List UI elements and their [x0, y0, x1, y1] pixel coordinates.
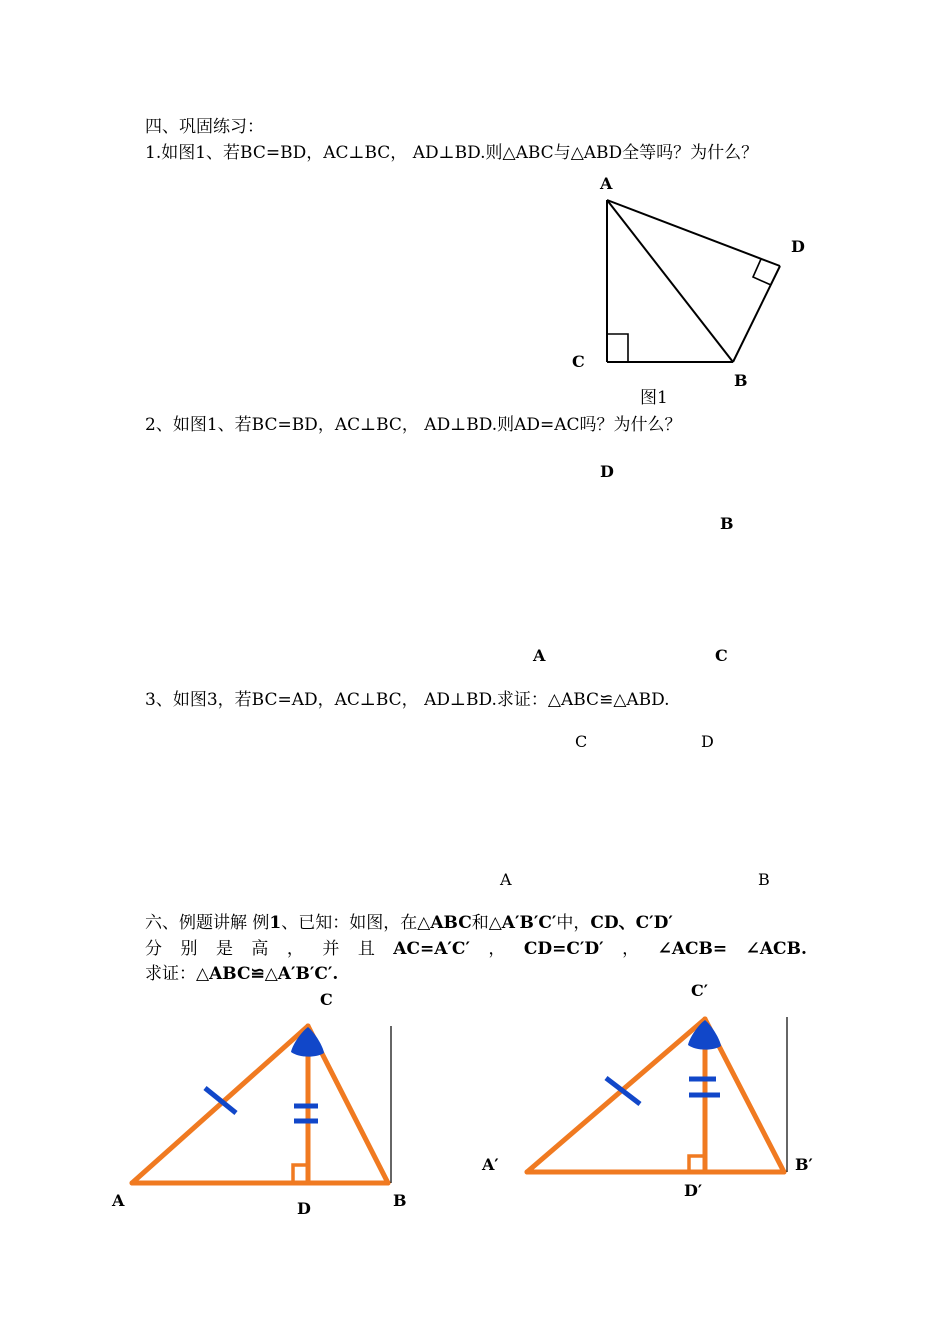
- triangle-abc: △ABC: [417, 913, 472, 933]
- section6-prefix: 六、例题讲解 例: [145, 913, 270, 933]
- section6-line2-word: CD=C′D′: [523, 939, 604, 959]
- fig3-label-a: A: [500, 870, 512, 889]
- section6-line2-word: 并: [322, 939, 340, 959]
- section6-given: 、已知：如图，在: [281, 913, 418, 933]
- example-number: 1: [269, 913, 282, 933]
- section6-line2-word: ∠ACB=: [657, 939, 728, 959]
- fig4-label-b: B: [393, 1191, 407, 1210]
- figure-5-triangle: [527, 1017, 787, 1172]
- question-1: 1.如图1、若BC=BD，AC⊥BC， AD⊥BD.则△ABC与△ABD全等吗？为什么？: [145, 143, 759, 163]
- section6-line2-word: 是: [215, 939, 233, 959]
- fig4-angle-mark-c: [291, 1027, 324, 1057]
- fig3-label-b: B: [758, 870, 770, 889]
- fig4-side-ac: [132, 1026, 308, 1183]
- fig2-label-d: D: [600, 462, 614, 481]
- prove-claim: △ABC≌△A′B′C′.: [196, 964, 339, 984]
- section6-line2-word: 别: [180, 939, 198, 959]
- section4-heading: 四、巩固练习：: [145, 117, 264, 137]
- fig1-label-a: A: [600, 174, 613, 193]
- triangle-abc-prime: △A′B′C′: [488, 913, 557, 933]
- prove-prefix: 求证：: [145, 964, 196, 984]
- section6-line2-word: ∠ACB.: [745, 939, 807, 959]
- section6-line2-word: ，: [488, 939, 506, 959]
- fig5-angle-mark-c: [688, 1020, 721, 1050]
- fig1-label-b: B: [734, 371, 748, 390]
- word-zhong: 中，: [556, 913, 591, 933]
- fig5-label-b: B′: [795, 1155, 813, 1174]
- altitudes-cd: CD、C′D′: [590, 913, 673, 933]
- section6-line2-word: 且: [357, 939, 375, 959]
- fig4-label-c: C: [320, 990, 333, 1009]
- question-2: 2、如图1、若BC=BD，AC⊥BC， AD⊥BD.则AD=AC吗？为什么？: [145, 415, 682, 435]
- section6-line2-word: 分: [145, 939, 162, 959]
- fig1-label-d: D: [791, 237, 805, 256]
- fig3-label-c: C: [575, 732, 588, 751]
- fig4-label-a: A: [112, 1191, 125, 1210]
- conjunction-and: 和: [471, 913, 489, 933]
- fig1-caption: 图1: [640, 388, 668, 408]
- figure-4-triangle: [132, 1026, 391, 1183]
- section6-line2-word: ，: [622, 939, 640, 959]
- fig4-label-d: D: [297, 1199, 311, 1218]
- section6-line2-word: ，: [286, 939, 304, 959]
- section6-line2-word: 高: [251, 939, 269, 959]
- fig2-label-b: B: [720, 514, 734, 533]
- fig2-label-c: C: [715, 646, 728, 665]
- question-3: 3、如图3，若BC=AD，AC⊥BC， AD⊥BD.求证：△ABC≌△ABD.: [145, 690, 670, 710]
- fig5-label-a: A′: [482, 1155, 499, 1174]
- fig2-label-a: A: [533, 646, 546, 665]
- fig5-label-c: C′: [691, 981, 708, 1000]
- fig1-label-c: C: [572, 352, 585, 371]
- fig5-side-ac: [527, 1019, 705, 1172]
- fig3-label-d: D: [701, 732, 714, 751]
- section6-line2-word: AC=A′C′: [393, 939, 470, 959]
- fig5-label-d: D′: [684, 1181, 703, 1200]
